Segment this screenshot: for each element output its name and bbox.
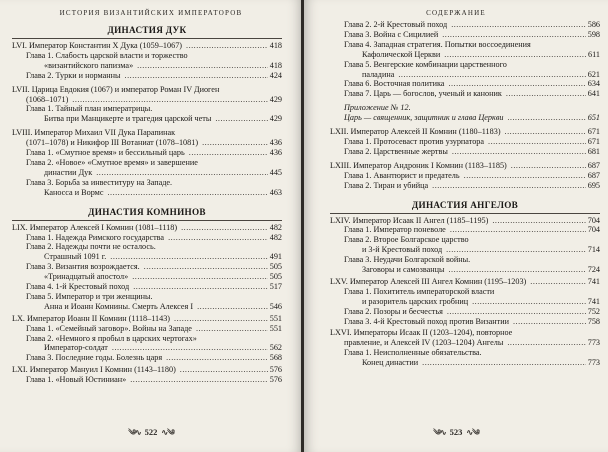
toc-chapter: Глава 1. Неисполненные обязательства. (344, 348, 482, 358)
page-number: 551 (269, 323, 282, 333)
toc-chapter: Глава 2. Тиран и убийца ..... 695 (330, 181, 600, 191)
page-number: 517 (269, 282, 282, 292)
right-page (304, 0, 608, 452)
toc-chapter: паладина ..... 621 (330, 70, 600, 80)
toc-entry-lxvi-cont: правление, и Алексей IV (1203–1204) Ангелы ..... 773 (330, 338, 600, 348)
page-number: 463 (269, 187, 282, 197)
page-number: 773 (587, 338, 600, 348)
toc-chapter: Глава 1. «Смутное время» и бессильный царь ..... 436 (12, 148, 282, 158)
page-number: 482 (269, 222, 282, 232)
toc-chapter: Глава 1. Тайный план императрицы. (26, 104, 153, 114)
toc-entry-lviii: LVIII. Император Михаил VII Дука Парапинак (12, 128, 176, 138)
toc-entry-lix: LIX. Император Алексей I Комнин (1081–1118) ..... 482 (12, 223, 282, 233)
page-number: 634 (587, 79, 600, 89)
page-number: 752 (587, 306, 600, 316)
toc-chapter: Глава 2. Надежды почти не осталось. (26, 242, 156, 252)
page-number: 598 (587, 29, 600, 39)
running-head: ИСТОРИЯ ВИЗАНТИЙСКИХ ИМПЕРАТОРОВ (59, 9, 243, 17)
page-number: 418 (269, 60, 282, 70)
page-number: 724 (587, 265, 600, 275)
page-number: 687 (587, 160, 600, 170)
page-number: 445 (269, 167, 282, 177)
toc-chapter: Император-солдат ..... 562 (12, 343, 282, 353)
ornament-icon: ∿༄ (466, 428, 479, 437)
toc-chapter: Глава 2. 2-й Крестовый поход ..... 586 (330, 20, 600, 30)
page-number: 621 (587, 69, 600, 79)
toc-chapter: Страшный 1091 г. ..... 491 (12, 252, 282, 262)
toc-chapter: Глава 2. Царственные жертвы ..... 681 (330, 147, 600, 157)
page-number: 429 (269, 94, 282, 104)
page-number: 641 (587, 89, 600, 99)
page-number: 436 (269, 148, 282, 158)
page-number: 681 (587, 146, 600, 156)
page-number: 651 (587, 113, 600, 123)
toc-entry-lviii-cont: (1071–1078) и Никифор III Вотаниат (1078–1081) ..... 436 (12, 138, 282, 148)
section-rule (12, 38, 282, 39)
section-title-angelos: ДИНАСТИЯ АНГЕЛОВ (411, 199, 519, 210)
page-number: 576 (269, 365, 282, 375)
toc-chapter: Глава 2. Позоры и бесчестья ..... 752 (330, 307, 600, 317)
toc-entry-lxv: LXV. Император Алексей III Ангел Комнин (1195–1203) ..... 741 (330, 277, 600, 287)
page-number: 671 (587, 136, 600, 146)
toc-entry-lx: LX. Император Иоанн II Комнин (1118–1143) ..... 551 (12, 314, 282, 324)
toc-chapter: и 3-й Крестовый поход ..... 714 (330, 245, 600, 255)
toc-entry-lxi: LXI. Император Мануил I Комнин (1143–1180) ..... 576 (12, 365, 282, 375)
toc-chapter: династии Дук ..... 445 (12, 168, 282, 178)
toc-chapter: Глава 2. Второе Болгарское царство (344, 235, 469, 245)
section-rule (330, 213, 600, 214)
ornament-icon: ∿༄ (161, 428, 174, 437)
toc-chapter: Глава 3. Неудачи Болгарской войны. (344, 255, 471, 265)
toc-chapter: Глава 1. Авантюрист и предатель ..... 687 (330, 171, 600, 181)
toc-entry-lxiii: LXIII. Император Андроник I Комнин (1183–1185) ..... 687 (330, 161, 600, 171)
page-number: 687 (587, 170, 600, 180)
page-number: 562 (269, 343, 282, 353)
toc-chapter: и разоритель царских гробниц ..... 741 (330, 297, 600, 307)
page-number: 773 (587, 358, 600, 368)
toc-entry-lxiv: LXIV. Император Исаак II Ангел (1185–1195) ..... 704 (330, 216, 600, 226)
toc-chapter: «византийского папизма» ..... 418 (12, 61, 282, 71)
toc-content-left (12, 20, 282, 385)
page-number: 741 (587, 276, 600, 286)
toc-chapter: Глава 2. «Новое» «Смутное время» и завершение (26, 157, 198, 167)
toc-chapter: Глава 1. Похититель императорской власти (344, 286, 495, 296)
toc-chapter: Глава 1. Слабость царской власти и торжество (26, 50, 188, 60)
left-page (0, 0, 302, 452)
page-number: 429 (269, 114, 282, 124)
page-number: 482 (269, 232, 282, 242)
toc-chapter: Анна и Иоанн Комнины. Смерть Алексея I ..... 546 (12, 302, 282, 312)
page-number: 424 (269, 70, 282, 80)
page-number-footer: ༄∿ 522 ∿༄ (128, 427, 174, 437)
toc-chapter: Глава 4. 1-й Крестовый поход ..... 517 (12, 282, 282, 292)
toc-chapter: Глава 2. Турки и норманны ..... 424 (12, 71, 282, 81)
page-number: 436 (269, 138, 282, 148)
page-number: 576 (269, 375, 282, 385)
page-number: 704 (587, 215, 600, 225)
page-number: 758 (587, 316, 600, 326)
running-head: СОДЕРЖАНИЕ (426, 9, 486, 17)
page-number: 704 (587, 225, 600, 235)
toc-chapter: Глава 6. Восточная политика ..... 634 (330, 79, 600, 89)
page-number: 418 (269, 41, 282, 50)
toc-entry-lvi: LVI. Император Константин X Дука (1059–1067) ..... 418 (12, 41, 282, 51)
page-number: 505 (269, 262, 282, 272)
ornament-icon: ༄∿ (433, 428, 446, 437)
page-number: 671 (587, 127, 600, 137)
toc-chapter: Заговоры и самозванцы ..... 724 (330, 265, 600, 275)
page-number: 611 (588, 49, 600, 59)
toc-chapter: Глава 3. Византия возрождается. ..... 505 (12, 262, 282, 272)
toc-entry-lvii-cont: (1068–1071) ..... 429 (12, 95, 282, 105)
ornament-icon: ༄∿ (128, 428, 141, 437)
toc-chapter: Глава 1. «Новый Юстиниан» ..... 576 (12, 375, 282, 385)
toc-chapter: «Тринадцатый апостол» ..... 505 (12, 272, 282, 282)
toc-entry-lxii: LXII. Император Алексей II Комнин (1180–1183) ..... 671 (330, 127, 600, 137)
toc-chapter: Глава 3. Война с Сицилией ..... 598 (330, 30, 600, 40)
toc-entry-lvii: LVII. Царица Евдокия (1067) и император Роман IV Диоген (12, 84, 220, 94)
toc-chapter: Глава 7. Царь — богослов, ученый и каноник ..... 641 (330, 89, 600, 99)
toc-chapter: Битва при Манцикерте и трагедия царской четы ..... 429 (12, 114, 282, 124)
toc-chapter: Глава 3. Последние годы. Болезнь царя ..... 568 (12, 353, 282, 363)
page-number: 741 (587, 296, 600, 306)
page-number: 568 (269, 353, 282, 363)
toc-content-right (330, 20, 600, 368)
page-number: 714 (587, 245, 600, 255)
page-number: 505 (269, 272, 282, 282)
toc-chapter: Глава 5. Император и три женщины. (26, 291, 153, 301)
toc-chapter: Глава 1. Император поневоле ..... 704 (330, 225, 600, 235)
toc-entry-lxvi: LXVI. Императоры Исаак II (1203–1204), повторное (330, 328, 513, 338)
toc-chapter: Глава 4. Западная стратегия. Попытки воссоединения (344, 39, 531, 49)
toc-chapter: Глава 1. Протосеваст против узурпатора ..... 671 (330, 137, 600, 147)
section-title-komnenos: ДИНАСТИЯ КОМНИНОВ (88, 206, 206, 217)
toc-chapter: Глава 1. Надежда Римского государства ..... 482 (12, 233, 282, 243)
toc-chapter: Каносса и Вормс ..... 463 (12, 188, 282, 198)
toc-appendix: Царь — священник, защитник и глава Церкви ..... 651 (330, 113, 600, 123)
toc-chapter: Глава 1. «Семейный заговор». Войны на Западе ..... 551 (12, 324, 282, 334)
page-number-footer: ༄∿ 523 ∿༄ (433, 427, 479, 437)
section-rule (12, 220, 282, 221)
toc-chapter: Глава 3. Борьба за инвеституру на Западе. (26, 177, 173, 187)
section-title-dukas: ДИНАСТИЯ ДУК (107, 25, 187, 35)
toc-chapter: Глава 2. «Немного я пробыл в царских чертогах» (26, 333, 197, 343)
toc-chapter: Глава 5. Венгерские комбинации царственного (344, 59, 507, 69)
toc-chapter: Кафолической Церкви ..... 611 (330, 50, 600, 60)
toc-chapter: Конец династии ..... 773 (330, 358, 600, 368)
page-number: 491 (269, 252, 282, 262)
page-number: 546 (269, 301, 282, 311)
page-number: 551 (269, 313, 282, 323)
page-number: 586 (587, 20, 600, 29)
toc-chapter: Глава 3. 4-й Крестовый поход против Византии ..... 758 (330, 317, 600, 327)
page-number: 695 (587, 180, 600, 190)
toc-appendix: Приложение № 12. (344, 103, 411, 113)
